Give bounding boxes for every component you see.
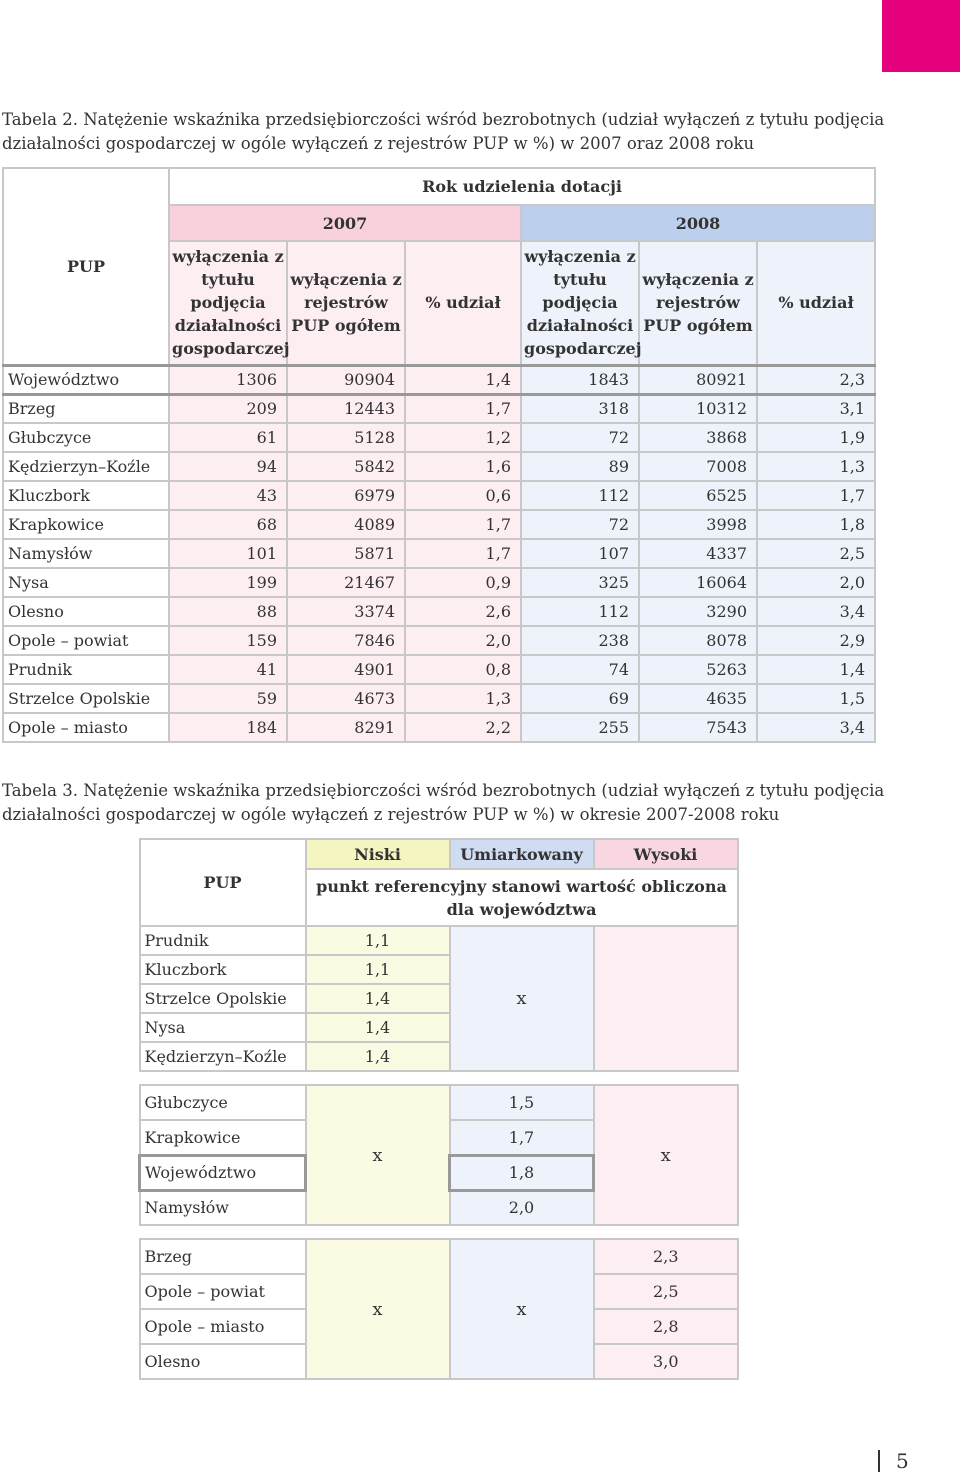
t2-cell-value: 0,8 — [405, 655, 521, 684]
t3-cell-value: 1,5 — [450, 1085, 594, 1120]
t2-row — [3, 713, 875, 742]
t3-row-high — [140, 1239, 738, 1274]
t3-cell-value: 1,4 — [306, 984, 450, 1013]
t2-row — [3, 568, 875, 597]
t2-cell-name: Opole – powiat — [3, 626, 169, 655]
t2-cell-value: 74 — [521, 655, 639, 684]
t3-cell-value: 1,4 — [306, 1013, 450, 1042]
t2-cell-value: 69 — [521, 684, 639, 713]
t2-cell-value: 2,9 — [757, 626, 875, 655]
t2-cell-value: 2,0 — [757, 568, 875, 597]
t2-cell-value: 4901 — [287, 655, 405, 684]
t2-cell-value: 59 — [169, 684, 287, 713]
t2-cell-name: Krapkowice — [3, 510, 169, 539]
t2-cell-value: 3998 — [639, 510, 757, 539]
t3-cell-value: 1,4 — [306, 1042, 450, 1071]
t2-cell-name: Olesno — [3, 597, 169, 626]
t2-cell-value: 10312 — [639, 394, 757, 423]
t2-cell-value: 16064 — [639, 568, 757, 597]
t2-cell-value: 5842 — [287, 452, 405, 481]
t2-cell-value: 3374 — [287, 597, 405, 626]
t2-cell-value: 112 — [521, 597, 639, 626]
t2-cell-value: 1843 — [521, 365, 639, 394]
t2-cell-value: 1,7 — [405, 394, 521, 423]
t2-cell-value: 1,2 — [405, 423, 521, 452]
t2-row — [3, 394, 875, 423]
t2-cell-value: 3868 — [639, 423, 757, 452]
t3-cell-marker: x — [306, 1085, 450, 1225]
t2-cell-value: 88 — [169, 597, 287, 626]
t3-cell-name: Krapkowice — [140, 1120, 306, 1155]
t2-cell-value: 1,8 — [757, 510, 875, 539]
t2-cell-name: Brzeg — [3, 394, 169, 423]
t2-cell-value: 68 — [169, 510, 287, 539]
t2-row — [3, 423, 875, 452]
t2-cell-value: 6979 — [287, 481, 405, 510]
t2-cell-value: 5128 — [287, 423, 405, 452]
t3-header-wysoki: Wysoki — [594, 839, 738, 869]
t2-cell-value: 7846 — [287, 626, 405, 655]
page-number: 5 — [878, 1450, 909, 1472]
t3-cell-name: Namysłów — [140, 1190, 306, 1225]
t3-cell-value: 2,0 — [450, 1190, 594, 1225]
t3-cell-name: Kędzierzyn–Koźle — [140, 1042, 306, 1071]
t2-cell-value: 1,3 — [757, 452, 875, 481]
t2-cell-value: 7543 — [639, 713, 757, 742]
t2-cell-value: 255 — [521, 713, 639, 742]
t2-cell-value: 159 — [169, 626, 287, 655]
t3-cell-name: Głubczyce — [140, 1085, 306, 1120]
t2-cell-name: Opole – miasto — [3, 713, 169, 742]
t2-cell-value: 6525 — [639, 481, 757, 510]
t2-cell-value: 7008 — [639, 452, 757, 481]
t2-cell-value: 101 — [169, 539, 287, 568]
t3-cell-name: Opole – miasto — [140, 1309, 306, 1344]
t2-header-wyl-ogolem-2007: wyłączenia z rejestrów PUP ogółem — [287, 241, 405, 365]
t3-cell-marker: x — [306, 1239, 450, 1379]
t2-cell-value: 4089 — [287, 510, 405, 539]
t2-header-group: Rok udzielenia dotacji — [169, 168, 875, 205]
t2-cell-value: 2,0 — [405, 626, 521, 655]
t2-cell-value: 72 — [521, 510, 639, 539]
t2-cell-value: 1,4 — [405, 365, 521, 394]
t2-cell-value: 2,3 — [757, 365, 875, 394]
t2-cell-value: 4673 — [287, 684, 405, 713]
t2-cell-value: 3,4 — [757, 713, 875, 742]
t2-cell-value: 199 — [169, 568, 287, 597]
t2-cell-value: 3290 — [639, 597, 757, 626]
t3-cell-marker: x — [594, 1085, 738, 1225]
t2-header-pct-2008: % udział — [757, 241, 875, 365]
table2-caption: Tabela 2. Natężenie wskaźnika przedsiębiorczości wśród bezrobotnych (udział wyłączeń z tytułu podjęcia działalności gospodarczej w ogóle wyłączeń z rejestrów PUP w %) w 2007 oraz 2008 roku — [2, 110, 885, 153]
t3-cell-name: Kluczbork — [140, 955, 306, 984]
t2-row — [3, 684, 875, 713]
t2-cell-value: 5871 — [287, 539, 405, 568]
t3-cell-value: 2,8 — [594, 1309, 738, 1344]
t2-cell-value: 4337 — [639, 539, 757, 568]
t3-row-moderate — [140, 1085, 738, 1120]
t3-header-umiarkowany: Umiarkowany — [450, 839, 594, 869]
t3-row-low — [140, 926, 738, 955]
t2-cell-value: 5263 — [639, 655, 757, 684]
t2-row — [3, 597, 875, 626]
t2-cell-value: 21467 — [287, 568, 405, 597]
t3-cell-name: Opole – powiat — [140, 1274, 306, 1309]
t2-cell-value: 72 — [521, 423, 639, 452]
t3-cell-marker: x — [450, 926, 594, 1071]
t3-cell-name: Olesno — [140, 1344, 306, 1379]
t2-cell-name: Nysa — [3, 568, 169, 597]
t2-cell-value: 1,5 — [757, 684, 875, 713]
t2-cell-name: Województwo — [3, 365, 169, 394]
t2-row — [3, 510, 875, 539]
t3-cell-value: 1,8 — [450, 1155, 594, 1190]
t2-cell-value: 0,6 — [405, 481, 521, 510]
t2-cell-name: Kluczbork — [3, 481, 169, 510]
t2-cell-value: 209 — [169, 394, 287, 423]
t2-cell-value: 1,3 — [405, 684, 521, 713]
t3-cell-marker: x — [450, 1239, 594, 1379]
t2-cell-value: 2,5 — [757, 539, 875, 568]
t2-cell-name: Namysłów — [3, 539, 169, 568]
t2-row — [3, 655, 875, 684]
t2-header-wyl-dzial-2007: wyłączenia z tytułu podjęcia działalności gospodarczej — [169, 241, 287, 365]
t3-cell-name: Strzelce Opolskie — [140, 984, 306, 1013]
t2-cell-value: 184 — [169, 713, 287, 742]
t3-header-note: punkt referencyjny stanowi wartość obliczona dla województwa — [306, 869, 738, 926]
t2-row — [3, 481, 875, 510]
t3-header-niski: Niski — [306, 839, 450, 869]
t2-cell-value: 41 — [169, 655, 287, 684]
t2-cell-name: Kędzierzyn–Koźle — [3, 452, 169, 481]
t2-row — [3, 365, 875, 394]
t2-cell-value: 325 — [521, 568, 639, 597]
t2-cell-value: 107 — [521, 539, 639, 568]
t2-cell-value: 8291 — [287, 713, 405, 742]
t2-cell-value: 94 — [169, 452, 287, 481]
table3-caption: Tabela 3. Natężenie wskaźnika przedsiębiorczości wśród bezrobotnych (udział wyłączeń z tytułu podjęcia działalności gospodarczej w ogóle wyłączeń z rejestrów PUP w %) w okresie 2007-2008 roku — [2, 781, 885, 824]
t2-cell-value: 238 — [521, 626, 639, 655]
t3-cell-value: 3,0 — [594, 1344, 738, 1379]
t2-cell-value: 3,1 — [757, 394, 875, 423]
t2-cell-value: 0,9 — [405, 568, 521, 597]
t2-header-pct-2007: % udział — [405, 241, 521, 365]
t3-cell-value: 2,5 — [594, 1274, 738, 1309]
t3-gap — [140, 1071, 738, 1085]
t2-cell-value: 90904 — [287, 365, 405, 394]
t3-header-pup: PUP — [140, 839, 306, 926]
t2-cell-value: 1,9 — [757, 423, 875, 452]
t2-row — [3, 452, 875, 481]
t3-gap — [140, 1225, 738, 1239]
t2-header-pup: PUP — [3, 168, 169, 365]
table2 — [2, 167, 876, 743]
t2-cell-name: Prudnik — [3, 655, 169, 684]
t2-cell-value: 8078 — [639, 626, 757, 655]
t2-cell-value: 12443 — [287, 394, 405, 423]
t2-cell-value: 1,7 — [405, 539, 521, 568]
t3-cell-name: Województwo — [140, 1155, 306, 1190]
t2-cell-value: 2,2 — [405, 713, 521, 742]
t3-cell-value: 2,3 — [594, 1239, 738, 1274]
t2-cell-value: 1,7 — [757, 481, 875, 510]
t2-cell-value: 4635 — [639, 684, 757, 713]
t2-cell-name: Głubczyce — [3, 423, 169, 452]
t2-header-year-2008: 2008 — [521, 205, 875, 241]
t3-cell-empty — [594, 926, 738, 1071]
t3-gap-cell — [140, 1225, 738, 1239]
t2-cell-name: Strzelce Opolskie — [3, 684, 169, 713]
t2-cell-value: 1,7 — [405, 510, 521, 539]
t3-cell-name: Brzeg — [140, 1239, 306, 1274]
t2-cell-value: 1306 — [169, 365, 287, 394]
t2-cell-value: 318 — [521, 394, 639, 423]
table3 — [138, 838, 739, 1380]
t2-cell-value: 3,4 — [757, 597, 875, 626]
t2-cell-value: 1,6 — [405, 452, 521, 481]
t3-gap-cell — [140, 1071, 738, 1085]
t3-cell-value: 1,7 — [450, 1120, 594, 1155]
t2-cell-value: 43 — [169, 481, 287, 510]
t3-cell-name: Nysa — [140, 1013, 306, 1042]
t2-header-wyl-dzial-2008: wyłączenia z tytułu podjęcia działalności gospodarczej — [521, 241, 639, 365]
t2-cell-value: 80921 — [639, 365, 757, 394]
t2-cell-value: 2,6 — [405, 597, 521, 626]
t2-row — [3, 539, 875, 568]
t3-cell-value: 1,1 — [306, 926, 450, 955]
t3-cell-name: Prudnik — [140, 926, 306, 955]
t2-cell-value: 89 — [521, 452, 639, 481]
t2-header-year-2007: 2007 — [169, 205, 521, 241]
t2-header-wyl-ogolem-2008: wyłączenia z rejestrów PUP ogółem — [639, 241, 757, 365]
t2-cell-value: 112 — [521, 481, 639, 510]
t2-cell-value: 61 — [169, 423, 287, 452]
t2-cell-value: 1,4 — [757, 655, 875, 684]
page-tab-marker — [882, 0, 960, 72]
t3-cell-value: 1,1 — [306, 955, 450, 984]
t2-row — [3, 626, 875, 655]
